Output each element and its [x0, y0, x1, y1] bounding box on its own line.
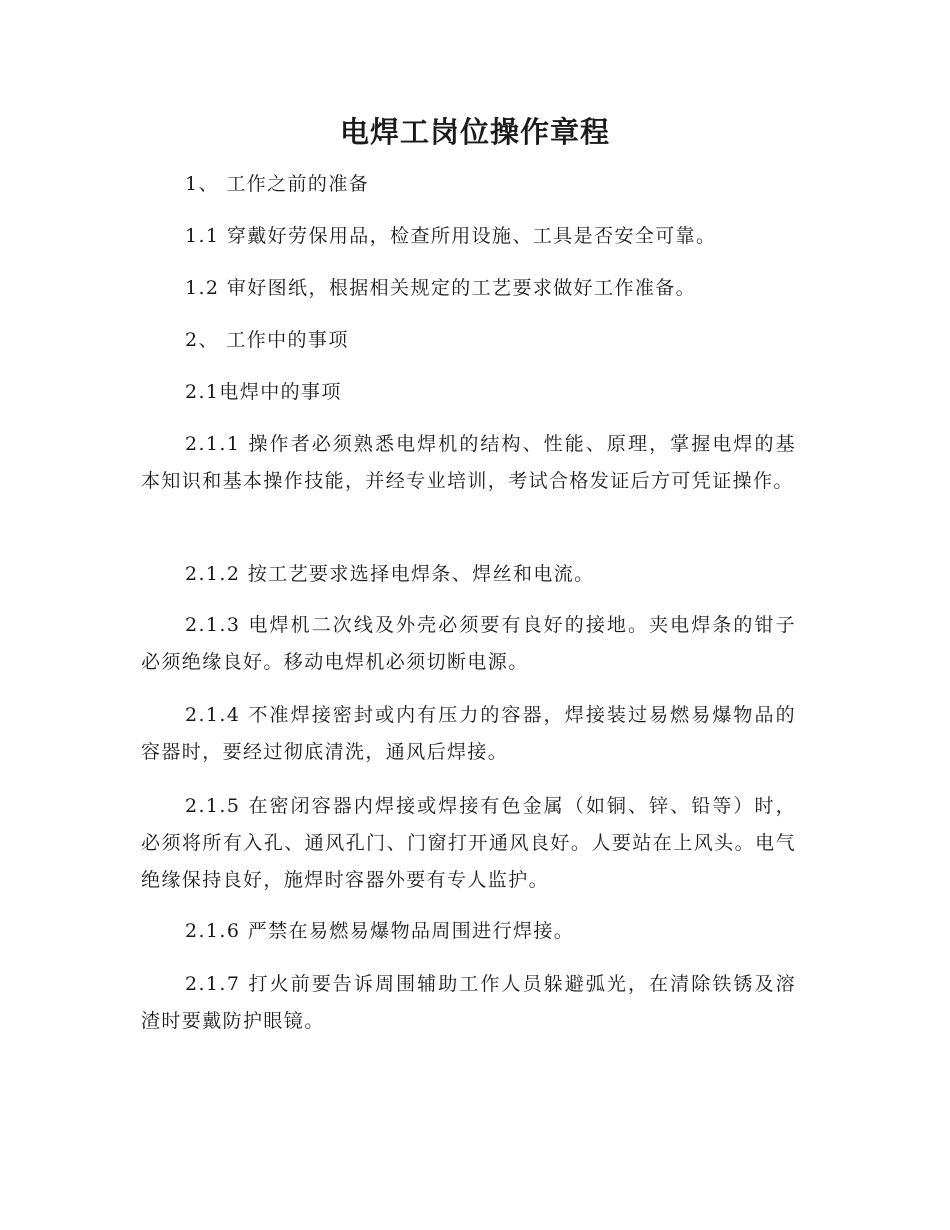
paragraph-2-1-5: 2.1.5 在密闭容器内焊接或焊接有色金属（如铜、锌、铅等）时，必须将所有入孔、通风孔门、门窗打开通风良好。人要站在上风头。电气绝缘保持良好，施焊时容器外要有专人监护。: [141, 795, 796, 891]
section-2-heading: 2、 工作中的事项: [185, 329, 349, 351]
paragraph-2-1-3: 2.1.3 电焊机二次线及外壳必须要有良好的接地。夹电焊条的钳子必须绝缘良好。移动电焊机必须切断电源。: [141, 614, 796, 673]
paragraph-2-1-2: 2.1.2 按工艺要求选择电焊条、焊丝和电流。: [185, 563, 595, 585]
document-title: 电焊工岗位操作章程: [339, 115, 610, 149]
section-2-1-heading: 2.1电焊中的事项: [185, 381, 342, 403]
paragraph-2-1-1: 2.1.1 操作者必须熟悉电焊机的结构、性能、原理，掌握电焊的基本知识和基本操作技能，并经专业培训，考试合格发证后方可凭证操作。: [141, 433, 796, 492]
section-1-heading: 1、 工作之前的准备: [185, 173, 370, 195]
paragraph-2-1-4: 2.1.4 不准焊接密封或内有压力的容器，焊接装过易燃易爆物品的容器时，要经过彻底清洗，通风后焊接。: [141, 704, 796, 763]
paragraph-2-1-6: 2.1.6 严禁在易燃易爆物品周围进行焊接。: [185, 920, 575, 942]
paragraph-1-2: 1.2 审好图纸，根据相关规定的工艺要求做好工作准备。: [185, 277, 697, 299]
paragraph-2-1-7: 2.1.7 打火前要告诉周围辅助工作人员躲避弧光，在清除铁锈及溶渣时要戴防护眼镜。: [141, 973, 796, 1032]
paragraph-1-1: 1.1 穿戴好劳保用品，检查所用设施、工具是否安全可靠。: [185, 225, 717, 247]
